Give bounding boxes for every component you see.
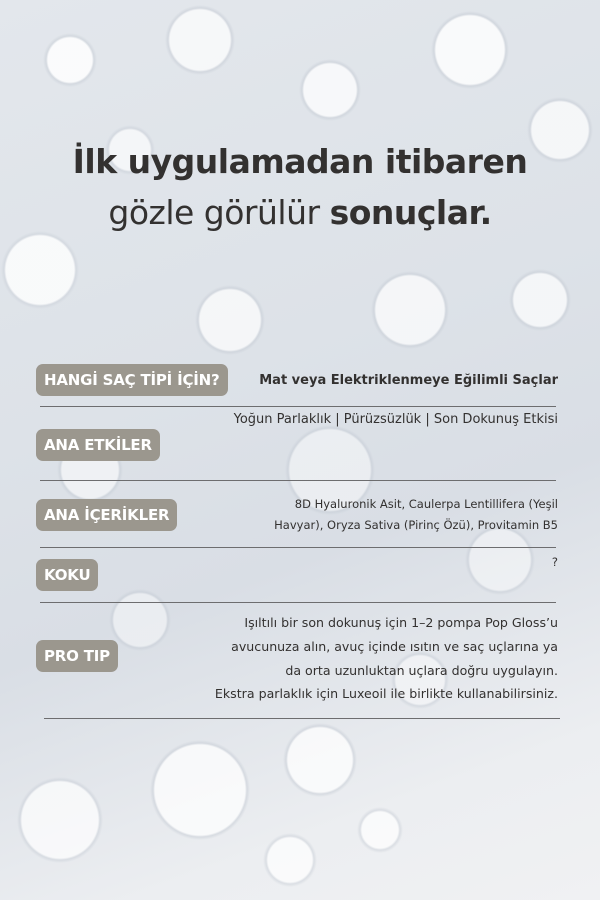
scent-value: ? — [551, 555, 558, 569]
pro-tip-line-3: da orta uzunluktan uçlara doğru uygulayın. — [285, 663, 558, 678]
headline — [0, 138, 600, 240]
divider — [40, 480, 556, 481]
main-ingredients-badge: ANA İÇERİKLER — [36, 499, 177, 531]
headline-light-text: gözle görülür — [108, 193, 330, 232]
pro-tip-badge: PRO TIP — [36, 640, 118, 672]
main-ingredients-value-line-1: 8D Hyaluronik Asit, Caulerpa Lentillifera (Yeşil — [294, 497, 558, 511]
divider — [40, 406, 556, 407]
main-effects-value: Yoğun Parlaklık | Pürüzsüzlük | Son Dokunuş Etkisi — [233, 412, 558, 427]
pro-tip-line-1: Işıltılı bir son dokunuş için 1–2 pompa Pop Gloss’u — [244, 615, 558, 630]
hair-type-value: Mat veya Elektriklenmeye Eğilimli Saçlar — [259, 373, 558, 388]
divider — [40, 602, 556, 603]
hair-type-badge: HANGİ SAÇ TİPİ İÇİN? — [36, 364, 228, 396]
headline-line-2 — [0, 186, 600, 240]
headline-bold-text: sonuçlar. — [329, 193, 492, 232]
divider — [40, 547, 556, 548]
main-effects-badge: ANA ETKİLER — [36, 429, 160, 461]
pro-tip-line-4: Ekstra parlaklık için Luxeoil ile birlikte kullanabilirsiniz. — [214, 686, 558, 701]
divider — [44, 718, 560, 719]
headline-line-1: İlk uygulamadan itibaren — [72, 142, 528, 181]
main-ingredients-value-line-2: Havyar), Oryza Sativa (Pirinç Özü), Provitamin B5 — [274, 518, 558, 532]
scent-badge: KOKU — [36, 559, 98, 591]
pro-tip-line-2: avucunuza alın, avuç içinde ısıtın ve saç uçlarına ya — [231, 639, 558, 654]
